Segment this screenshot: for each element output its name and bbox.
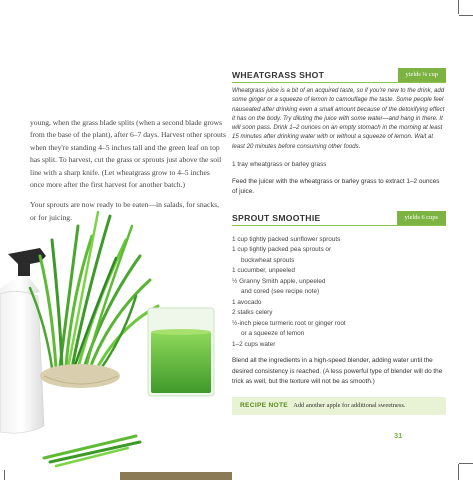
crop-mark	[459, 15, 473, 16]
recipe-sprout-smoothie	[232, 209, 446, 415]
body-paragraph: young, when the grass blade splits (when a second blade grows from the base of the plant), after 6–7 days. Harvest other sprouts when they're standing 4–5 inches tall and the green leaf on top has split. To harvest, cut the grass or sprouts just above the soil line with a sharp knife. (Let wheatgrass grow to 4–5 inches once more after the first harvest for another batch.)	[30, 118, 226, 190]
crop-mark	[458, 464, 459, 480]
recipe-method: Feed the juicer with the wheatgrass or barley grass to extract 1–2 ounces of juice.	[232, 177, 440, 196]
recipe-header	[232, 209, 446, 226]
ingredient-item: 1 avocado	[232, 298, 262, 306]
recipe-wheatgrass-shot	[232, 66, 446, 198]
spray-bottle	[0, 248, 46, 433]
ingredient-item: 1 cup tightly packed pea sprouts or	[232, 246, 332, 254]
recipe-note-text: Add another apple for additional sweetness.	[293, 401, 406, 409]
page-number: 31	[394, 431, 403, 440]
recipe-title: SPROUT SMOOTHIE	[232, 212, 321, 223]
recipe-method: Blend all the ingredients in a high-speed blender, adding water until the desired consistency is reached. (A less powerful type of blender will do the trick as well, but the texture will not be as smooth.)	[232, 357, 443, 386]
recipe-note-label: RECIPE NOTE	[240, 401, 288, 409]
crop-mark	[458, 0, 459, 14]
ingredient-item: 1–2 cups water	[232, 340, 276, 348]
recipe-title: WHEATGRASS SHOT	[232, 70, 325, 80]
board-edge	[120, 472, 232, 480]
recipe-header	[232, 66, 446, 83]
wheatgrass-photo	[0, 196, 232, 480]
ingredient-item: 1 cup tightly packed sunflower sprouts	[232, 235, 341, 243]
body-paragraph: Your sprouts are now ready to be eaten—in salads, for snacks, or for juicing.	[30, 200, 220, 222]
ingredient-list	[232, 160, 446, 171]
ingredient-list	[232, 235, 446, 351]
ingredient-item: 1 cucumber, unpeeled	[232, 267, 295, 275]
ingredient-item: and cored (see recipe note)	[241, 288, 320, 296]
recipe-intro: Wheatgrass juice is a bit of an acquired taste, so if you're new to the drink, add some ginger or a squeeze of lemon to camouflage the taste. Some people feel nauseated after drinking even a small amount because of the detoxifying effect it has on the body. Try diluting the juice with some water—and hang in there. It will soon pass. Drink 1–2 ounces on an empty stomach in the morning at least 15 minutes after drinking water with or without a squeeze of lemon. Wait at least 20 minutes before consuming other foods.	[232, 87, 445, 150]
juice-glass	[148, 308, 214, 396]
ingredient-item: 2 stalks celery	[232, 309, 273, 317]
recipe-note	[232, 397, 446, 415]
crop-mark	[459, 463, 473, 464]
ingredient-item: ½ Granny Smith apple, unpeeled	[232, 277, 326, 285]
recipes-column	[232, 66, 446, 415]
ingredient-item: 1 tray wheatgrass or barley grass	[232, 161, 327, 169]
yield-badge: yields ⅛ cup	[398, 68, 446, 82]
yield-badge: yields 6 cups	[397, 211, 446, 225]
wheatgrass-blades	[30, 212, 158, 370]
ingredient-item: ½-inch piece turmeric root or ginger root	[232, 319, 346, 327]
cut-grass-bundle	[44, 436, 140, 466]
ingredient-item: or a squeeze of lemon	[241, 330, 305, 338]
ingredient-item: buckwheat sprouts	[241, 256, 295, 264]
